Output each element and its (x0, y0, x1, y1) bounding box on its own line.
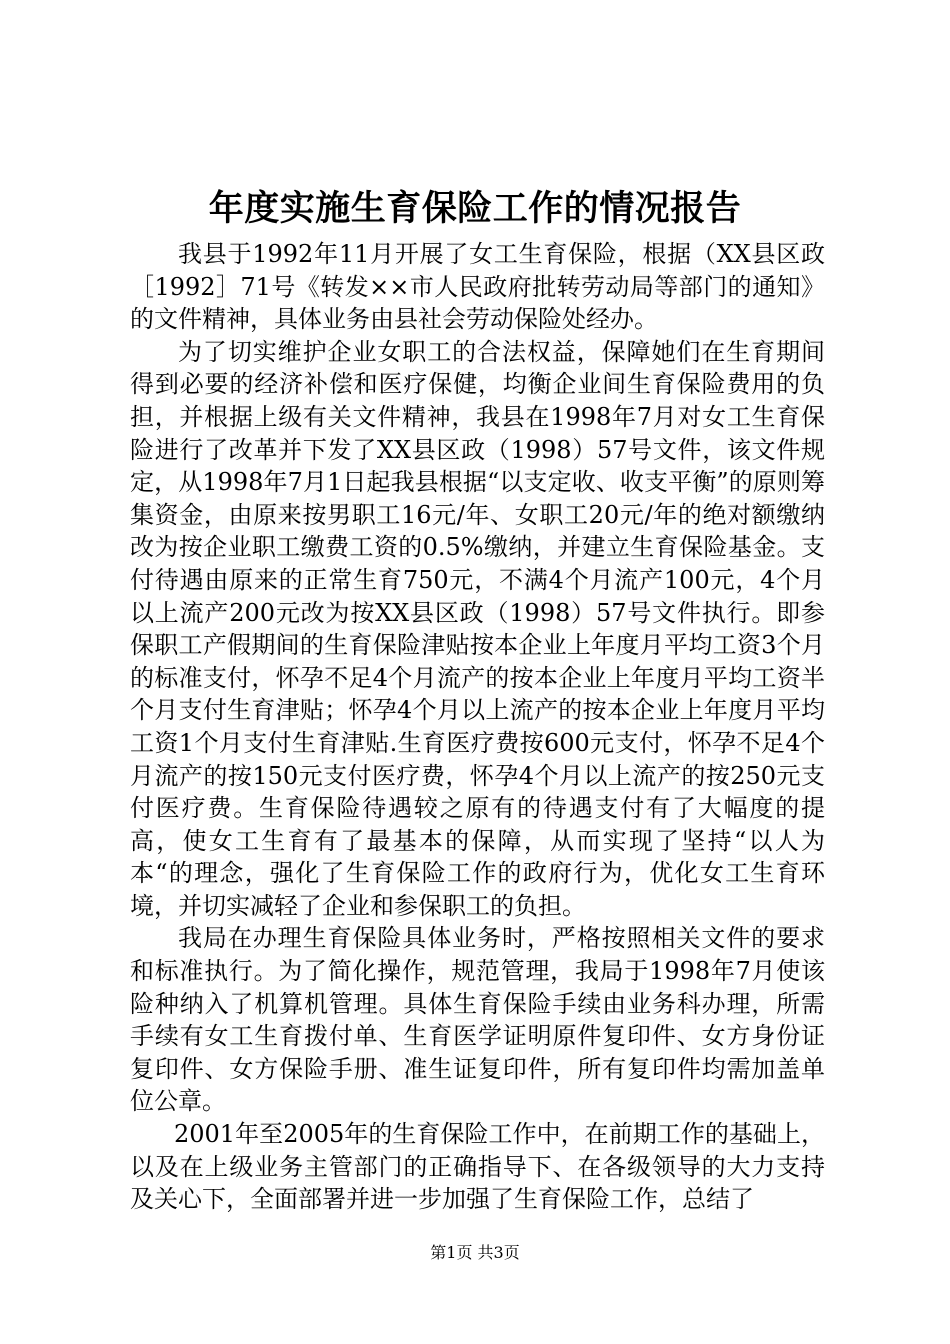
document-body (130, 238, 825, 1216)
paragraph-2: 为了切实维护企业女职工的合法权益，保障她们在生育期间得到必要的经济补偿和医疗保健，均衡企业间生育保险费用的负担，并根据上级有关文件精神，我县在1998年7月对女工生育保险进行了改革并下发了XX县区政（1998）57号文件，该文件规定，从1998年7月1日起我县根据“以支定收、收支平衡”的原则筹集资金，由原来按男职工16元/年、女职工20元/年的绝对额缴纳改为按企业职工缴费工资的0.5%缴纳，并建立生育保险基金。支付待遇由原来的正常生育750元，不满4个月流产100元，4个月以上流产200元改为按XX县区政（1998）57号文件执行。即参保职工产假期间的生育保险津贴按本企业上年度月平均工资3个月的标准支付，怀孕不足4个月流产的按本企业上年度月平均工资半个月支付生育津贴；怀孕4个月以上流产的按本企业上年度月平均工资1个月支付生育津贴.生育医疗费按600元支付，怀孕不足4个月流产的按150元支付医疗费，怀孕4个月以上流产的按250元支付医疗费。生育保险待遇较之原有的待遇支付有了大幅度的提高，使女工生育有了最基本的保障，从而实现了坚持“以人为本“的理念，强化了生育保险工作的政府行为，优化女工生育环境，并切实减轻了企业和参保职工的负担。 (130, 337, 825, 920)
page-footer: 第1页 共3页 (430, 1243, 520, 1262)
paragraph-4: 2001年至2005年的生育保险工作中，在前期工作的基础上，以及在上级业务主管部门的正确指导下、在各级领导的大力支持及关心下，全面部署并进一步加强了生育保险工作，总结了 (130, 1120, 825, 1214)
paragraph-3: 我局在办理生育保险具体业务时，严格按照相关文件的要求和标准执行。为了简化操作，规范管理，我局于1998年7月使该险种纳入了机算机管理。具体生育保险手续由业务科办理，所需手续有女工生育拨付单、生育医学证明原件复印件、女方身份证复印件、女方保险手册、准生证复印件，所有复印件均需加盖单位公章。 (130, 924, 825, 1116)
document-title: 年度实施生育保险工作的情况报告 (208, 188, 742, 229)
paragraph-1: 我县于1992年11月开展了女工生育保险，根据（XX县区政［1992］71号《转发××市人民政府批转劳动局等部门的通知》的文件精神，具体业务由县社会劳动保险处经办。 (130, 240, 825, 334)
